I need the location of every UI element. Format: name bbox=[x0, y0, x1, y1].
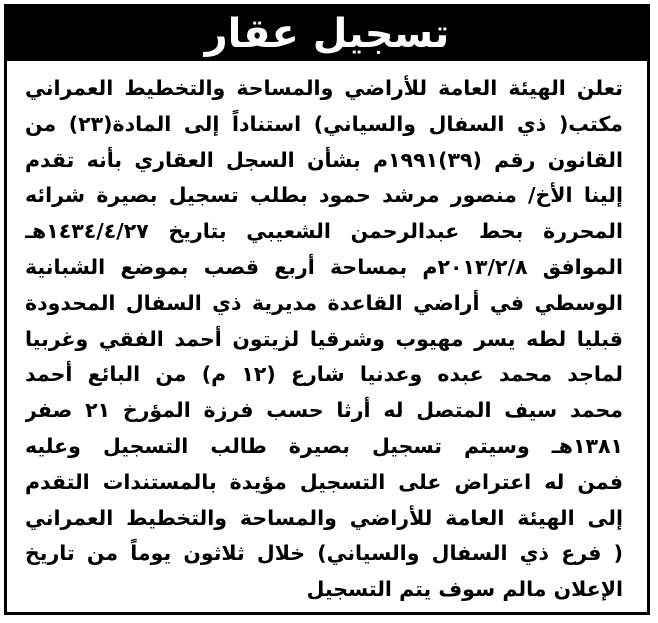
notice-line: الإعلان مالم سوف يتم التسجيل bbox=[306, 577, 623, 602]
notice-line: فمن له اعتراض على التسجيل مؤيدة بالمستندات التقدم bbox=[25, 469, 623, 494]
notice-header bbox=[7, 7, 647, 61]
notice-line: محمد سيف المتصل له أرثا حسب فرزة المؤرخ ٢١ صفر bbox=[25, 398, 623, 423]
notice-line: قبليا لطه يسر مهيوب وشرقيا لزيتون أحمد الفقي وغربيا bbox=[25, 326, 623, 351]
notice-frame bbox=[4, 4, 650, 615]
notice-line: تعلن الهيئة العامة للأراضي والمساحة والتخطيط العمراني bbox=[25, 76, 623, 100]
notice-line: إلينا الأخ/ منصور مرشد حمود بطلب تسجيل بصيرة شرائه bbox=[25, 183, 623, 208]
notice-line: مكتب( ذي السفال والسياني) استناداً إلى المادة(٢٣) من bbox=[25, 111, 623, 136]
notice-line: ١٣٨١هـ وسيتم تسجيل بصيرة طالب التسجيل وعليه bbox=[25, 433, 623, 458]
notice-title: تسجيل عقار bbox=[204, 11, 450, 57]
notice-line: إلى الهيئة العامة للأراضي والمساحة والتخطيط العمراني bbox=[25, 505, 623, 530]
notice-line: ( فرع ذي السفال والسياني) خلال ثلاثون يوماً من تاريخ bbox=[25, 541, 623, 566]
notice-body bbox=[25, 71, 623, 608]
notice-line: الموافق ٢٠١٣/٢/٨م بمساحة أربع قصب بموضع الشبانية bbox=[25, 254, 623, 279]
notice-line: لماجد محمد عبده وعدنيا شارع (١٢ م) من البائع أحمد bbox=[25, 362, 623, 387]
notice-line: القانون رقم (٣٩)١٩٩١م بشأن السجل العقاري بأنه تقدم bbox=[25, 147, 623, 172]
notice-line: المحررة بحط عبدالرحمن الشعيبي بتاريخ ١٤٣٤/٤/٢٧هـ bbox=[25, 219, 623, 244]
notice-line: الوسطي في أراضي القاعدة مديرية ذي السفال المحدودة bbox=[25, 290, 623, 315]
